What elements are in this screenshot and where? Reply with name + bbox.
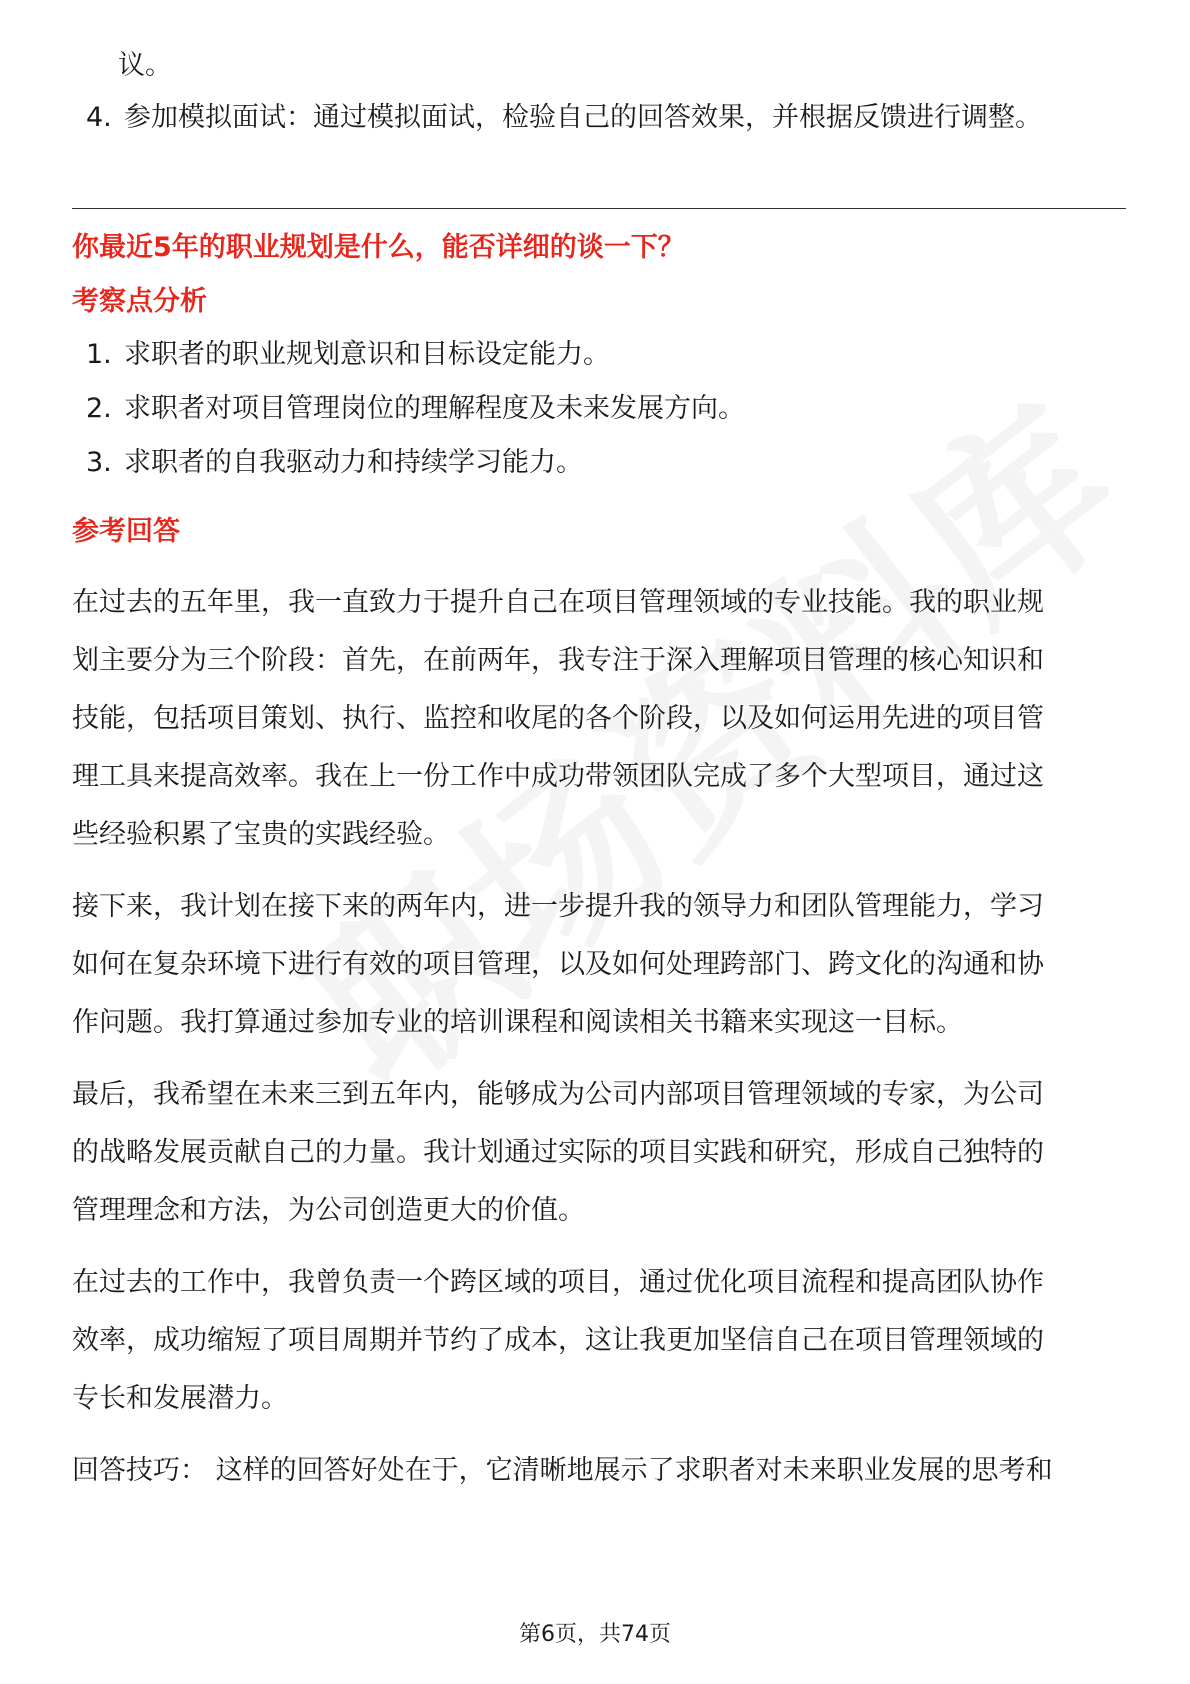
answer-paragraph-3 <box>72 1066 1126 1240</box>
paragraph-line: 些经验积累了宝贵的实践经验。 <box>72 819 450 850</box>
paragraph-line: 如何在复杂环境下进行有效的项目管理，以及如何处理跨部门、跨文化的沟通和协 <box>72 949 1044 980</box>
answer-paragraph-2 <box>72 878 1126 1052</box>
paragraph-line: 最后，我希望在未来三到五年内，能够成为公司内部项目管理领域的专家，为公司 <box>72 1079 1044 1110</box>
question-heading: 你最近5年的职业规划是什么，能否详细的谈一下？ <box>72 232 685 263</box>
list-item <box>86 391 745 427</box>
paragraph-line: 的战略发展贡献自己的力量。我计划通过实际的项目实践和研究，形成自己独特的 <box>72 1137 1044 1168</box>
list-text: 参加模拟面试：通过模拟面试，检验自己的回答效果，并根据反馈进行调整。 <box>124 102 1042 133</box>
paragraph-line: 在过去的五年里，我一直致力于提升自己在项目管理领域的专业技能。我的职业规 <box>72 587 1044 618</box>
list-number: 1. <box>86 339 112 370</box>
tip-text: 回答技巧： 这样的回答好处在于，它清晰地展示了求职者对未来职业发展的思考和 <box>72 1455 1053 1486</box>
paragraph-line: 效率，成功缩短了项目周期并节约了成本，这让我更加坚信自己在项目管理领域的 <box>72 1325 1044 1356</box>
paragraph-line: 接下来，我计划在接下来的两年内，进一步提升我的领导力和团队管理能力，学习 <box>72 891 1044 922</box>
paragraph-line: 作问题。我打算通过参加专业的培训课程和阅读相关书籍来实现这一目标。 <box>72 1007 963 1038</box>
analysis-heading: 考察点分析 <box>72 286 207 317</box>
paragraph-line: 划主要分为三个阶段：首先，在前两年，我专注于深入理解项目管理的核心知识和 <box>72 645 1044 676</box>
paragraph-line: 技能，包括项目策划、执行、监控和收尾的各个阶段，以及如何运用先进的项目管 <box>72 703 1044 734</box>
continuation-text: 议。 <box>118 50 172 81</box>
answer-tip <box>72 1442 1126 1500</box>
paragraph-line: 在过去的工作中，我曾负责一个跨区域的项目，通过优化项目流程和提高团队协作 <box>72 1267 1044 1298</box>
paragraph-line: 专长和发展潜力。 <box>72 1383 288 1414</box>
list-number: 4. <box>86 102 112 133</box>
list-text: 求职者的职业规划意识和目标设定能力。 <box>124 339 610 370</box>
list-item <box>86 100 1042 136</box>
list-number: 3. <box>86 447 112 478</box>
divider <box>72 208 1126 209</box>
list-number: 2. <box>86 393 112 424</box>
list-item <box>86 337 610 373</box>
answer-paragraph-1 <box>72 574 1126 864</box>
answer-paragraph-4 <box>72 1254 1126 1428</box>
paragraph-line: 理工具来提高效率。我在上一份工作中成功带领团队完成了多个大型项目，通过这 <box>72 761 1044 792</box>
paragraph-line: 管理理念和方法，为公司创造更大的价值。 <box>72 1195 585 1226</box>
answer-heading: 参考回答 <box>72 516 180 547</box>
list-text: 求职者的自我驱动力和持续学习能力。 <box>124 447 583 478</box>
page-number: 第6页，共74页 <box>519 1622 671 1647</box>
list-item <box>86 445 583 481</box>
list-text: 求职者对项目管理岗位的理解程度及未来发展方向。 <box>124 393 745 424</box>
